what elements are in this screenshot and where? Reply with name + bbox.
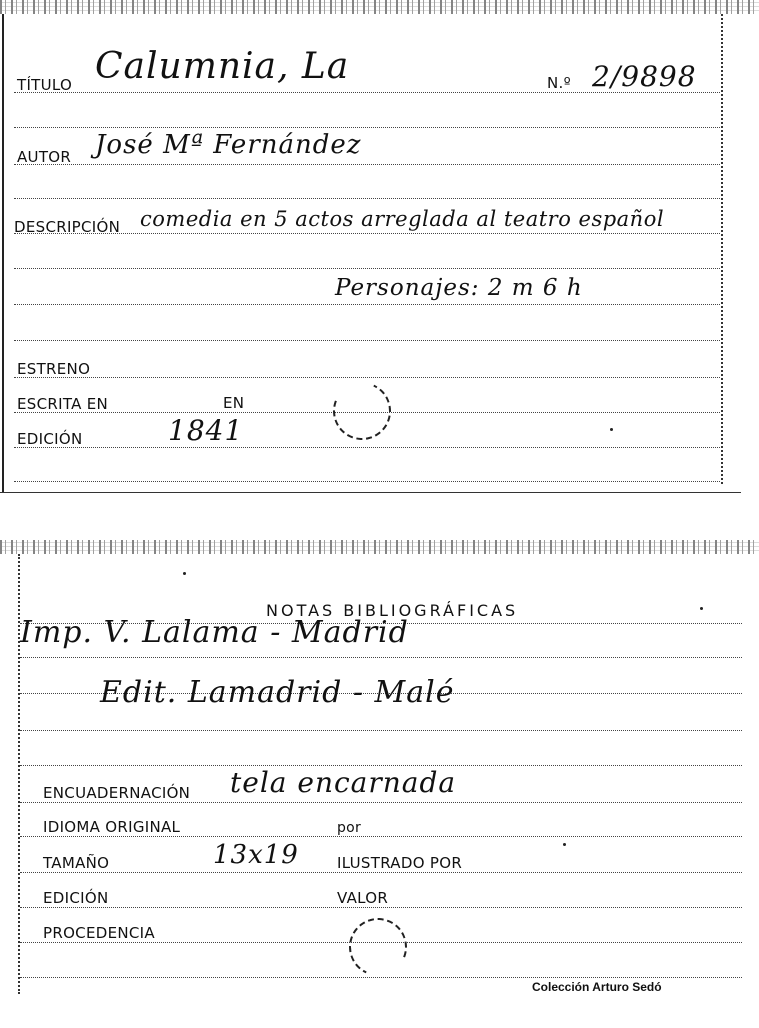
rule-line bbox=[20, 836, 742, 837]
rule-line bbox=[14, 198, 720, 199]
scan-speck bbox=[183, 572, 186, 575]
escrita-en-label: ESCRITA EN bbox=[17, 395, 109, 413]
titulo-value: Calumnia, La bbox=[95, 46, 350, 87]
card-left-border bbox=[2, 14, 4, 492]
rule-line bbox=[20, 802, 742, 803]
notas-heading: NOTAS BIBLIOGRÁFICAS bbox=[266, 601, 519, 620]
ilustrado-label: ILUSTRADO POR bbox=[337, 854, 463, 872]
catalog-card-top bbox=[0, 0, 759, 495]
scan-speck bbox=[563, 843, 566, 846]
rule-line bbox=[14, 268, 720, 269]
encuadernacion-label: ENCUADERNACIÓN bbox=[43, 784, 191, 802]
edicion-label: EDICIÓN bbox=[43, 889, 109, 907]
autor-label: AUTOR bbox=[17, 148, 72, 166]
numero-value: 2/9898 bbox=[592, 60, 697, 93]
rule-line bbox=[20, 907, 742, 908]
valor-label: VALOR bbox=[337, 889, 389, 907]
card-torn-edge bbox=[0, 540, 759, 554]
rule-line bbox=[20, 657, 742, 658]
en-label: EN bbox=[223, 394, 245, 412]
rule-line bbox=[14, 447, 720, 448]
tamano-label: TAMAÑO bbox=[43, 854, 110, 872]
edicion-label: EDICIÓN bbox=[17, 430, 83, 448]
rule-line bbox=[14, 340, 720, 341]
rule-line bbox=[14, 377, 720, 378]
descripcion-value: comedia en 5 actos arreglada al teatro español bbox=[140, 207, 665, 231]
titulo-label: TÍTULO bbox=[17, 76, 73, 94]
catalog-card-bottom bbox=[0, 540, 759, 1000]
scan-speck bbox=[700, 607, 703, 610]
rule-line bbox=[14, 164, 720, 165]
edicion-value: 1841 bbox=[168, 414, 244, 447]
estreno-label: ESTRENO bbox=[17, 360, 91, 378]
scan-speck bbox=[610, 428, 613, 431]
idioma-label: IDIOMA ORIGINAL bbox=[43, 818, 181, 836]
punch-hole-mark bbox=[325, 374, 399, 448]
rule-line bbox=[14, 481, 720, 482]
procedencia-label: PROCEDENCIA bbox=[43, 924, 155, 942]
notes-line-1: Imp. V. Lalama - Madrid bbox=[20, 615, 409, 650]
rule-line bbox=[14, 127, 720, 128]
descripcion-label: DESCRIPCIÓN bbox=[14, 218, 121, 236]
numero-label: N.º bbox=[547, 74, 571, 92]
punch-hole-mark bbox=[341, 910, 415, 984]
rule-line bbox=[20, 872, 742, 873]
rule-line bbox=[20, 730, 742, 731]
collection-credit: Colección Arturo Sedó bbox=[532, 980, 662, 994]
autor-value: José Mª Fernández bbox=[95, 130, 362, 160]
card-right-border bbox=[721, 14, 723, 484]
encuadernacion-value: tela encarnada bbox=[230, 766, 457, 799]
card-bottom-edge bbox=[0, 492, 741, 493]
por-label: por bbox=[337, 820, 362, 836]
tamano-value: 13x19 bbox=[213, 840, 299, 870]
rule-line bbox=[20, 977, 742, 978]
rule-line bbox=[14, 304, 720, 305]
notes-line-2: Edit. Lamadrid - Malé bbox=[100, 675, 455, 710]
card-torn-edge bbox=[0, 0, 759, 14]
personajes-value: Personajes: 2 m 6 h bbox=[335, 275, 583, 301]
